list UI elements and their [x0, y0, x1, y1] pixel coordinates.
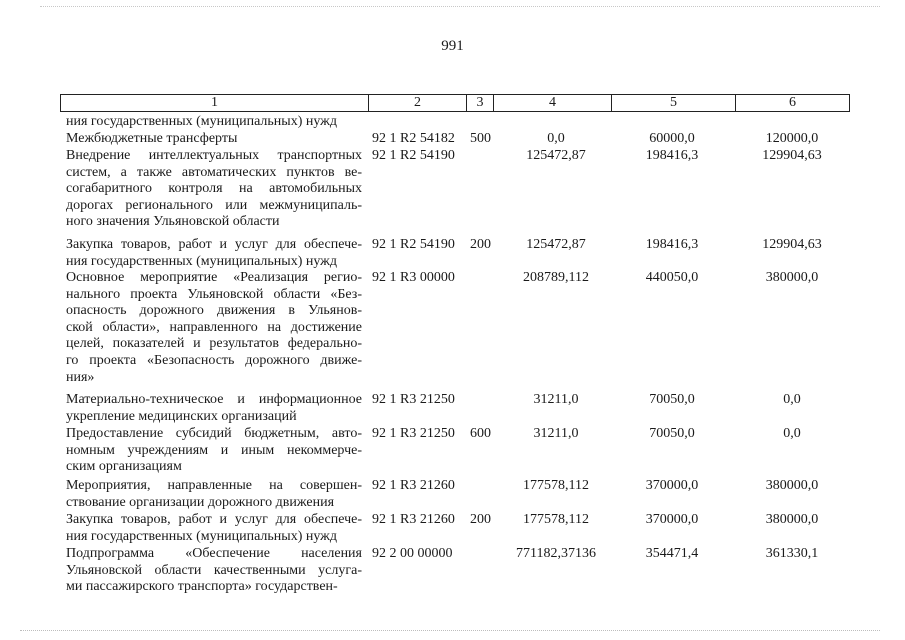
row-value-col6: 0,0: [783, 392, 801, 407]
header-col-3: 3: [467, 95, 494, 111]
description-line: Закупка товаров, работ и услуг для обеспече-: [66, 512, 362, 527]
description-line: Материально-техническое и информационное: [66, 392, 362, 407]
description-line: Внедрение интеллектуальных транспортных: [66, 148, 362, 163]
header-col-1: 1: [61, 95, 369, 111]
row-description: [66, 546, 362, 596]
row-code: 92 1 R3 21260: [372, 478, 455, 493]
row-value-col6: 129904,63: [762, 237, 822, 252]
description-line: согабаритного контроля на автомобильных: [66, 181, 362, 197]
scan-artifact-top: [40, 6, 880, 8]
row-value-col5: 440050,0: [645, 270, 699, 285]
description-line: ния государственных (муниципальных) нужд: [66, 528, 337, 544]
row-value-col5: 198416,3: [645, 237, 699, 252]
description-line: ния государственных (муниципальных) нужд: [66, 114, 337, 129]
row-value-col5: 354471,4: [645, 546, 699, 561]
description-line: ствование организации дорожного движения: [66, 494, 335, 510]
row-value-col5: 60000,0: [649, 131, 695, 146]
description-line: укрепление медицинских организаций: [66, 408, 297, 424]
description-line: ской области», направленного на достижение: [66, 319, 362, 335]
row-description: [66, 131, 362, 148]
row-value-col5: 370000,0: [645, 512, 699, 527]
table-row: [0, 148, 905, 231]
description-line: Межбюджетные трансферты: [66, 131, 238, 146]
description-line: опасность дорожного движения в Ульянов-: [66, 303, 362, 319]
description-line: Предоставление субсидий бюджетным, авто-: [66, 426, 362, 441]
row-value-col6: 361330,1: [765, 546, 819, 561]
row-value-col5: 370000,0: [645, 478, 699, 493]
row-expense-type: 200: [470, 512, 491, 527]
scan-artifact-bottom: [20, 630, 880, 632]
row-value-col6: 129904,63: [762, 148, 822, 163]
description-line: нального проекта Ульяновской области «Без-: [66, 286, 362, 302]
table-row: [0, 546, 905, 596]
row-value-col6: 380000,0: [765, 478, 819, 493]
row-code: 92 1 R2 54190: [372, 237, 455, 252]
description-line: номным учреждениям и иным некоммерче-: [66, 442, 362, 458]
description-line: ного значения Ульяновской области: [66, 214, 280, 230]
page-number: 991: [441, 38, 464, 54]
table-row: [0, 270, 905, 386]
description-line: Подпрограмма «Обеспечение населения: [66, 546, 362, 561]
row-value-col4: 177578,112: [523, 512, 589, 527]
table-row: [0, 237, 905, 270]
row-value-col4: 125472,87: [526, 148, 586, 163]
row-expense-type: 600: [470, 426, 491, 441]
table-row: [0, 426, 905, 476]
row-value-col6: 120000,0: [765, 131, 819, 146]
description-line: дорогах регионального или межмуниципаль-: [66, 197, 362, 213]
table-row: [0, 131, 905, 148]
row-value-col6: 380000,0: [765, 270, 819, 285]
row-value-col4: 31211,0: [533, 426, 579, 441]
row-expense-type: 500: [470, 131, 491, 146]
row-description: [66, 237, 362, 270]
description-line: Основное мероприятие «Реализация регио-: [66, 270, 362, 285]
description-line: целей, показателей и результатов федерально-: [66, 336, 362, 352]
row-description: [66, 148, 362, 231]
description-line: ния государственных (муниципальных) нужд: [66, 253, 337, 269]
description-line: Мероприятия, направленные на совершен-: [66, 478, 362, 493]
table-row: [0, 392, 905, 425]
row-code: 92 1 R2 54182: [372, 131, 455, 146]
row-value-col5: 198416,3: [645, 148, 699, 163]
description-line: Ульяновской области качественными услуга-: [66, 562, 362, 578]
header-col-2: 2: [369, 95, 467, 111]
header-col-4: 4: [494, 95, 612, 111]
row-code: 92 1 R2 54190: [372, 148, 455, 163]
row-code: 92 1 R3 00000: [372, 270, 455, 285]
row-value-col6: 0,0: [783, 426, 801, 441]
row-code: 92 2 00 00000: [372, 546, 453, 561]
row-description: [66, 114, 362, 131]
description-line: Закупка товаров, работ и услуг для обеспече-: [66, 237, 362, 252]
table-row: [0, 114, 905, 131]
row-code: 92 1 R3 21260: [372, 512, 455, 527]
description-line: ским организациям: [66, 459, 182, 475]
row-value-col4: 771182,37136: [516, 546, 596, 561]
row-code: 92 1 R3 21250: [372, 392, 455, 407]
row-value-col4: 208789,112: [523, 270, 589, 285]
row-description: [66, 270, 362, 386]
description-line: ми пассажирского транспорта» государствен-: [66, 579, 338, 595]
table-header-row: [60, 94, 850, 112]
row-description: [66, 426, 362, 476]
header-col-6: 6: [789, 95, 796, 110]
row-description: [66, 512, 362, 545]
row-value-col4: 0,0: [547, 131, 565, 146]
row-description: [66, 478, 362, 511]
header-col-5: 5: [612, 95, 736, 111]
row-value-col5: 70050,0: [649, 426, 695, 441]
description-line: го проекта «Безопасность дорожного движе-: [66, 352, 362, 368]
row-value-col4: 31211,0: [533, 392, 579, 407]
row-value-col5: 70050,0: [649, 392, 695, 407]
row-value-col4: 125472,87: [526, 237, 586, 252]
description-line: ния»: [66, 369, 95, 385]
row-value-col4: 177578,112: [523, 478, 589, 493]
table-row: [0, 512, 905, 545]
row-value-col6: 380000,0: [765, 512, 819, 527]
row-expense-type: 200: [470, 237, 491, 252]
table-row: [0, 478, 905, 511]
row-code: 92 1 R3 21250: [372, 426, 455, 441]
row-description: [66, 392, 362, 425]
description-line: систем, а также автоматических пунктов ве-: [66, 164, 362, 180]
